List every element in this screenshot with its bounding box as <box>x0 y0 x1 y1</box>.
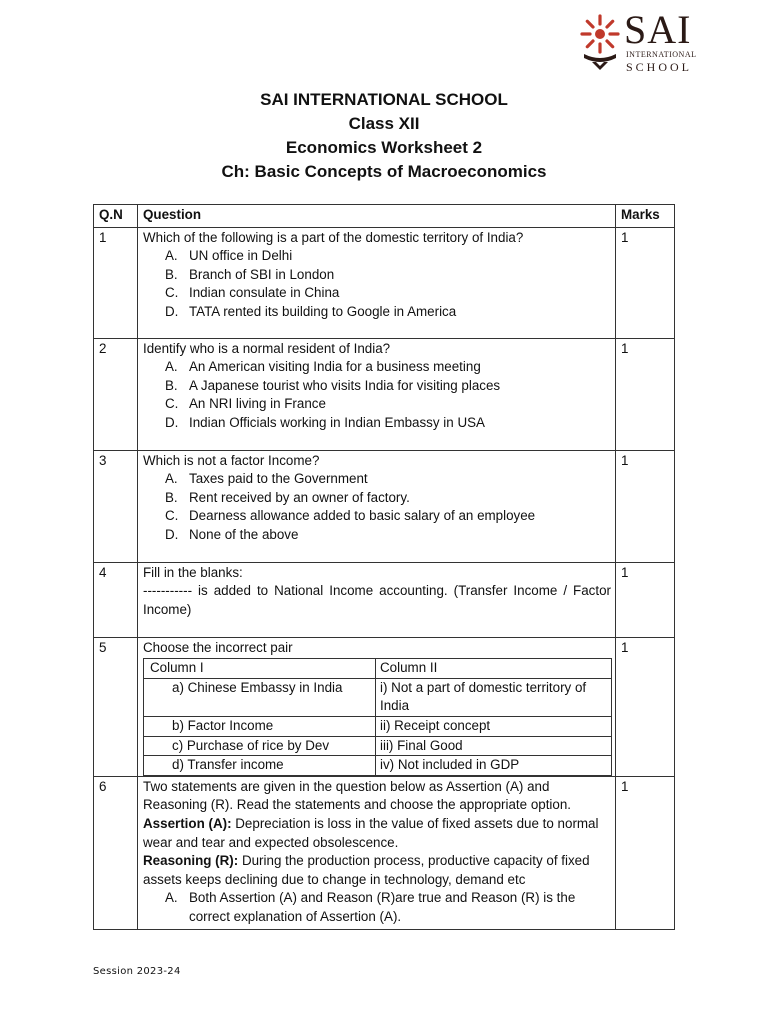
match-right: ii) Receipt concept <box>376 716 612 736</box>
table-row <box>94 776 675 929</box>
question-text: Choose the incorrect pair <box>143 639 293 655</box>
question-number: 2 <box>94 338 138 450</box>
question-marks: 1 <box>616 776 675 929</box>
option-item <box>143 414 611 433</box>
option-item <box>143 889 611 926</box>
table-header-row <box>94 205 675 228</box>
option-label: C. <box>165 508 179 524</box>
blank-statement: ----------- is added to National Income accounting. (Transfer Income / Factor Income) <box>143 583 611 617</box>
class-title: Class XII <box>348 114 420 133</box>
match-row <box>144 678 612 716</box>
session-footer: Session 2023-24 <box>93 966 181 977</box>
option-text: Taxes paid to the Government <box>189 471 368 487</box>
option-text: An NRI living in France <box>189 396 326 412</box>
option-text: An American visiting India for a business meeting <box>189 359 481 375</box>
question-marks: 1 <box>616 637 675 776</box>
question-text: Which is not a factor Income? <box>143 452 320 468</box>
match-left: a) Chinese Embassy in India <box>144 678 376 716</box>
question-cell <box>138 450 616 562</box>
school-emblem-icon <box>578 12 622 70</box>
option-text: Both Assertion (A) and Reason (R)are true and Reason (R) is the correct explanation of Assertion (A). <box>189 890 576 924</box>
reasoning-text: During the production process, productive capacity of fixed assets keeps declining due to change in technology, demand etc <box>143 853 590 887</box>
option-item <box>143 470 611 489</box>
option-item <box>143 247 611 266</box>
reasoning-label: Reasoning (R): <box>143 853 239 869</box>
school-logo <box>578 7 708 74</box>
question-cell <box>138 227 616 338</box>
question-marks: 1 <box>616 450 675 562</box>
match-header-row <box>144 659 612 679</box>
assertion-text: Depreciation is loss in the value of fixed assets due to normal wear and tear and expected obsolescence. <box>143 815 599 850</box>
header-question: Question <box>138 205 616 228</box>
option-label: B. <box>165 489 178 505</box>
option-label: B. <box>165 266 178 282</box>
option-text: Indian consulate in China <box>189 285 340 301</box>
option-item <box>143 377 611 396</box>
option-item <box>143 489 611 508</box>
option-item <box>143 266 611 285</box>
option-label: A. <box>165 890 178 906</box>
table-row <box>94 562 675 637</box>
question-marks: 1 <box>616 227 675 338</box>
option-text: TATA rented its building to Google in America <box>189 303 457 319</box>
worksheet-heading <box>0 88 768 184</box>
match-right: i) Not a part of domestic territory of India <box>376 678 612 716</box>
school-name: SAI INTERNATIONAL SCHOOL <box>260 90 508 109</box>
option-text: UN office in Delhi <box>189 248 293 264</box>
question-number: 6 <box>94 776 138 929</box>
logo-brand-text: SAI <box>624 7 692 52</box>
table-row <box>94 450 675 562</box>
question-text: Which of the following is a part of the domestic territory of India? <box>143 229 524 245</box>
option-label: C. <box>165 396 179 412</box>
option-label: C. <box>165 285 179 301</box>
table-row <box>94 637 675 776</box>
option-label: D. <box>165 303 179 319</box>
assertion-label: Assertion (A): <box>143 815 232 831</box>
option-item <box>143 303 611 322</box>
option-text: Dearness allowance added to basic salary of an employee <box>189 508 536 524</box>
question-text: Fill in the blanks: <box>143 564 243 580</box>
question-number: 4 <box>94 562 138 637</box>
match-right: iv) Not included in GDP <box>376 756 612 776</box>
option-item <box>143 526 611 545</box>
logo-sub-text-2: SCHOOL <box>626 60 693 74</box>
match-left: b) Factor Income <box>144 716 376 736</box>
question-number: 3 <box>94 450 138 562</box>
table-row <box>94 227 675 338</box>
option-label: B. <box>165 377 178 393</box>
option-label: A. <box>165 248 178 264</box>
match-right: iii) Final Good <box>376 736 612 756</box>
header-qn: Q.N <box>94 205 138 228</box>
question-marks: 1 <box>616 562 675 637</box>
question-cell <box>138 776 616 929</box>
option-text: A Japanese tourist who visits India for visiting places <box>189 377 501 393</box>
question-number: 5 <box>94 637 138 776</box>
question-cell <box>138 338 616 450</box>
option-label: D. <box>165 414 179 430</box>
question-number: 1 <box>94 227 138 338</box>
question-intro: Two statements are given in the question below as Assertion (A) and Reasoning (R). Read the statements and choose the appropriate option. <box>143 778 572 813</box>
question-text: Identify who is a normal resident of India? <box>143 340 391 356</box>
option-label: A. <box>165 471 178 487</box>
question-cell <box>138 637 616 776</box>
match-left: c) Purchase of rice by Dev <box>144 736 376 756</box>
match-header-col2: Column II <box>376 659 612 679</box>
option-item <box>143 507 611 526</box>
match-row <box>144 756 612 776</box>
questions-table <box>93 204 675 930</box>
logo-sub-text-1: INTERNATIONAL <box>626 50 697 59</box>
match-header-col1: Column I <box>144 659 376 679</box>
question-cell <box>138 562 616 637</box>
reasoning-statement <box>143 852 611 889</box>
option-item <box>143 395 611 414</box>
match-table <box>143 658 612 776</box>
option-item <box>143 358 611 377</box>
match-row <box>144 736 612 756</box>
assertion-statement <box>143 815 611 852</box>
chapter-title: Ch: Basic Concepts of Macroeconomics <box>221 162 547 181</box>
match-row <box>144 716 612 736</box>
question-marks: 1 <box>616 338 675 450</box>
option-item <box>143 284 611 303</box>
header-marks: Marks <box>616 205 675 228</box>
worksheet-title: Economics Worksheet 2 <box>285 138 483 157</box>
match-left: d) Transfer income <box>144 756 376 776</box>
option-text: None of the above <box>189 526 299 542</box>
option-label: D. <box>165 526 179 542</box>
option-text: Indian Officials working in Indian Embassy in USA <box>189 414 485 430</box>
table-row <box>94 338 675 450</box>
option-text: Rent received by an owner of factory. <box>189 489 410 505</box>
option-label: A. <box>165 359 178 375</box>
option-text: Branch of SBI in London <box>189 266 335 282</box>
